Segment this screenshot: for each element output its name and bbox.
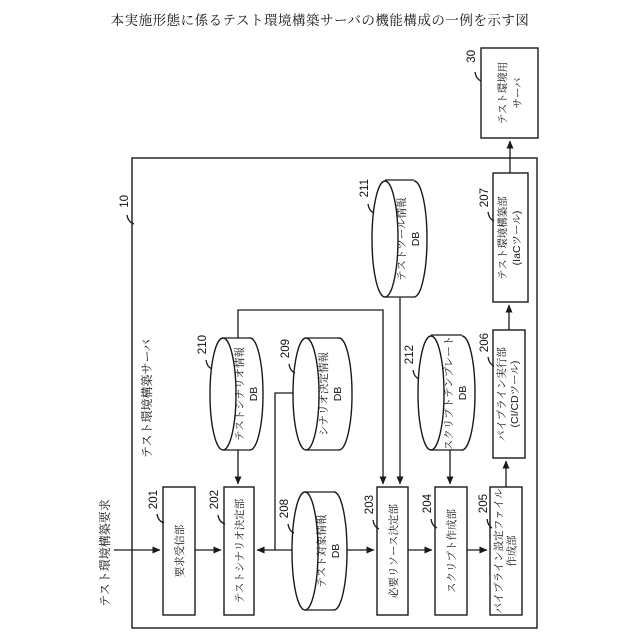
db-210-label-line1: テストシナリオ情報 [234, 347, 246, 441]
unit-206-label-line1: パイプライン実行部 [496, 347, 508, 441]
db-211-label-line1: テストツール情報 [396, 197, 408, 281]
ref-203: 203 [364, 495, 376, 515]
ref-204: 204 [422, 494, 434, 514]
external-server-label-line2: サーバ [512, 77, 524, 109]
ref-210: 210 [197, 335, 209, 355]
db-209-label-line2: DB [332, 386, 344, 402]
external-server-label-line1: テスト環境用 [497, 61, 509, 125]
ref-10: 10 [119, 195, 131, 208]
db-210-label-line2: DB [248, 386, 260, 402]
leader-30 [475, 72, 481, 81]
ref-205: 205 [478, 494, 490, 514]
unit-201-label: 要求受信部 [174, 524, 186, 578]
unit-206-label-line2: (CI/CDツール) [509, 360, 521, 428]
unit-203-label: 必要リソース決定部 [388, 504, 400, 598]
db-208-label-line2: DB [330, 543, 342, 559]
external-server-box [481, 48, 538, 138]
ref-208: 208 [279, 499, 291, 519]
ref-206: 206 [479, 333, 491, 353]
ref-207: 207 [479, 188, 491, 208]
input-request-label: テスト環境構築要求 [98, 499, 112, 607]
db-212-label-line1: スクリプトテンプレート [443, 335, 455, 451]
unit-205-label-line2: 作成部 [506, 535, 518, 567]
ref-212: 212 [404, 345, 416, 365]
ref-202: 202 [209, 490, 221, 510]
unit-207-label-line2: (IaCツール) [511, 210, 523, 266]
ref-209: 209 [280, 339, 292, 359]
db-211-label-line2: DB [410, 231, 422, 247]
db-208-label-line1: テスト対象情報 [316, 514, 328, 588]
ref-201: 201 [148, 490, 160, 510]
unit-207-label-line1: テスト環境構築部 [497, 196, 509, 280]
ref-30: 30 [466, 50, 478, 63]
unit-204-label: スクリプト作成部 [446, 509, 458, 593]
server-boundary-label: テスト環境構築サーバ [140, 339, 154, 458]
db-212-label-line2: DB [457, 385, 469, 401]
figure-title: 本実施形態に係るテスト環境構築サーバの機能構成の一例を示す図 [110, 13, 530, 28]
ref-211: 211 [359, 179, 371, 198]
db-209-label-line1: シナリオ決定情報 [318, 352, 330, 436]
unit-202-label: テストシナリオ決定部 [234, 498, 246, 604]
unit-205-label-line1: パイプライン設定ファイル [493, 488, 505, 614]
